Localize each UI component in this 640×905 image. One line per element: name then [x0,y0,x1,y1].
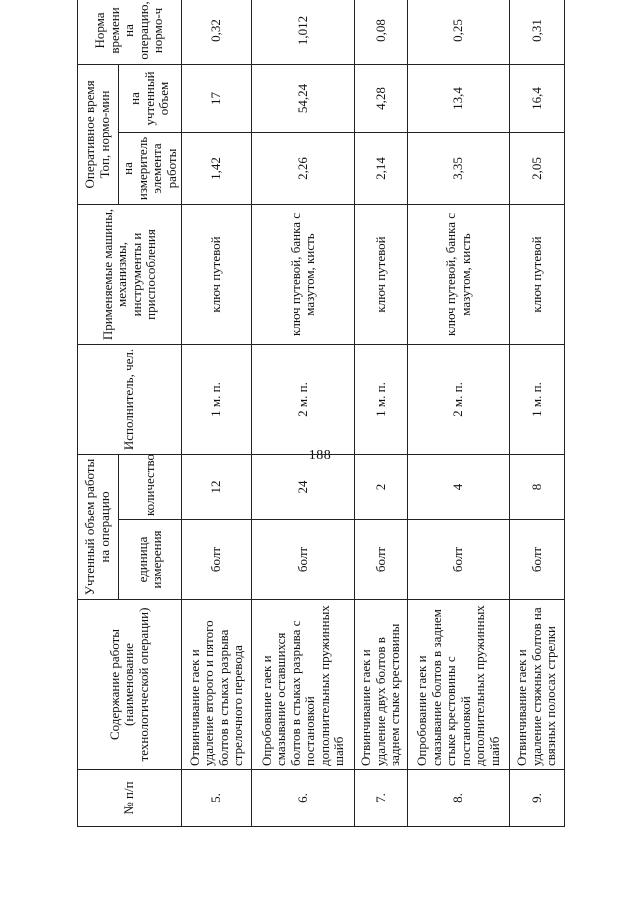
row-time-element: 1,42 [182,132,252,204]
table-row [355,0,408,827]
row-content: Отвинчивание гаек и удаление стяжных болтов на связных полосах стрелки [510,600,565,770]
row-qty: 8 [510,454,565,519]
row-time-element: 2,14 [355,132,408,204]
row-time-volume: 16,4 [510,64,565,132]
row-num: 7. [355,770,408,827]
row-unit: болт [408,520,510,600]
row-qty: 12 [182,454,252,519]
norms-table [77,0,565,827]
header-optime-volume: на учтенный объем [119,64,182,132]
row-norm: 0,25 [408,0,510,64]
rotated-table-wrapper [77,0,565,827]
table-row [408,0,510,827]
header-content: Содержание работы (наименование технологической операции) [78,600,182,770]
header-num: № п/п [78,770,182,827]
row-executor: 1 м. п. [355,344,408,454]
row-qty: 24 [252,454,355,519]
row-machines: ключ путевой, банка с мазутом, кисть [252,204,355,344]
header-norm: Норма времени на операцию, нормо-ч [78,0,182,64]
header-volume-unit: единица измерения [119,520,182,600]
row-norm: 0,08 [355,0,408,64]
header-optime-element: на измеритель элемента работы [119,132,182,204]
header-executor: Исполнитель, чел. [78,344,182,454]
row-machines: ключ путевой [510,204,565,344]
row-machines: ключ путевой [182,204,252,344]
table-row [252,0,355,827]
row-time-volume: 4,28 [355,64,408,132]
row-executor: 1 м. п. [510,344,565,454]
row-norm: 1,012 [252,0,355,64]
header-optime-group: Оперативное время Топ, нормо-мин [78,64,119,204]
row-unit: болт [182,520,252,600]
row-content: Отвинчивание гаек и удаление второго и пятого болтов в стыках разрыва стрелочного перевода [182,600,252,770]
row-qty: 2 [355,454,408,519]
row-num: 8. [408,770,510,827]
row-time-element: 2,05 [510,132,565,204]
row-content: Опробование гаек и смазывание оставшихся болтов в стыках разрыва с постановкой дополнительных пружинных шайб [252,600,355,770]
header-volume-qty: количество [119,454,182,519]
row-content: Отвинчивание гаек и удаление двух болтов в заднем стыке крестовины [355,600,408,770]
row-unit: болт [355,520,408,600]
row-executor: 2 м. п. [252,344,355,454]
header-volume-group: Учтенный объем работы на операцию [78,454,119,599]
row-executor: 1 м. п. [182,344,252,454]
row-qty: 4 [408,454,510,519]
row-num: 5. [182,770,252,827]
row-norm: 0,31 [510,0,565,64]
row-time-volume: 13,4 [408,64,510,132]
table-row [182,0,252,827]
row-unit: болт [252,520,355,600]
header-row-1 [78,0,119,827]
row-norm: 0,32 [182,0,252,64]
header-machines: Применяемые машины, механизмы, инструменты и приспособления [78,204,182,344]
row-num: 9. [510,770,565,827]
page-number: 188 [308,448,332,463]
row-machines: ключ путевой, банка с мазутом, кисть [408,204,510,344]
table-row [510,0,565,827]
row-time-element: 3,35 [408,132,510,204]
row-unit: болт [510,520,565,600]
row-time-volume: 17 [182,64,252,132]
row-time-volume: 54,24 [252,64,355,132]
row-executor: 2 м. п. [408,344,510,454]
row-time-element: 2,26 [252,132,355,204]
row-num: 6. [252,770,355,827]
row-machines: ключ путевой [355,204,408,344]
row-content: Опробование гаек и смазывание болтов в заднем стыке крестовины с постановкой дополнительных пружинных шайб [408,600,510,770]
